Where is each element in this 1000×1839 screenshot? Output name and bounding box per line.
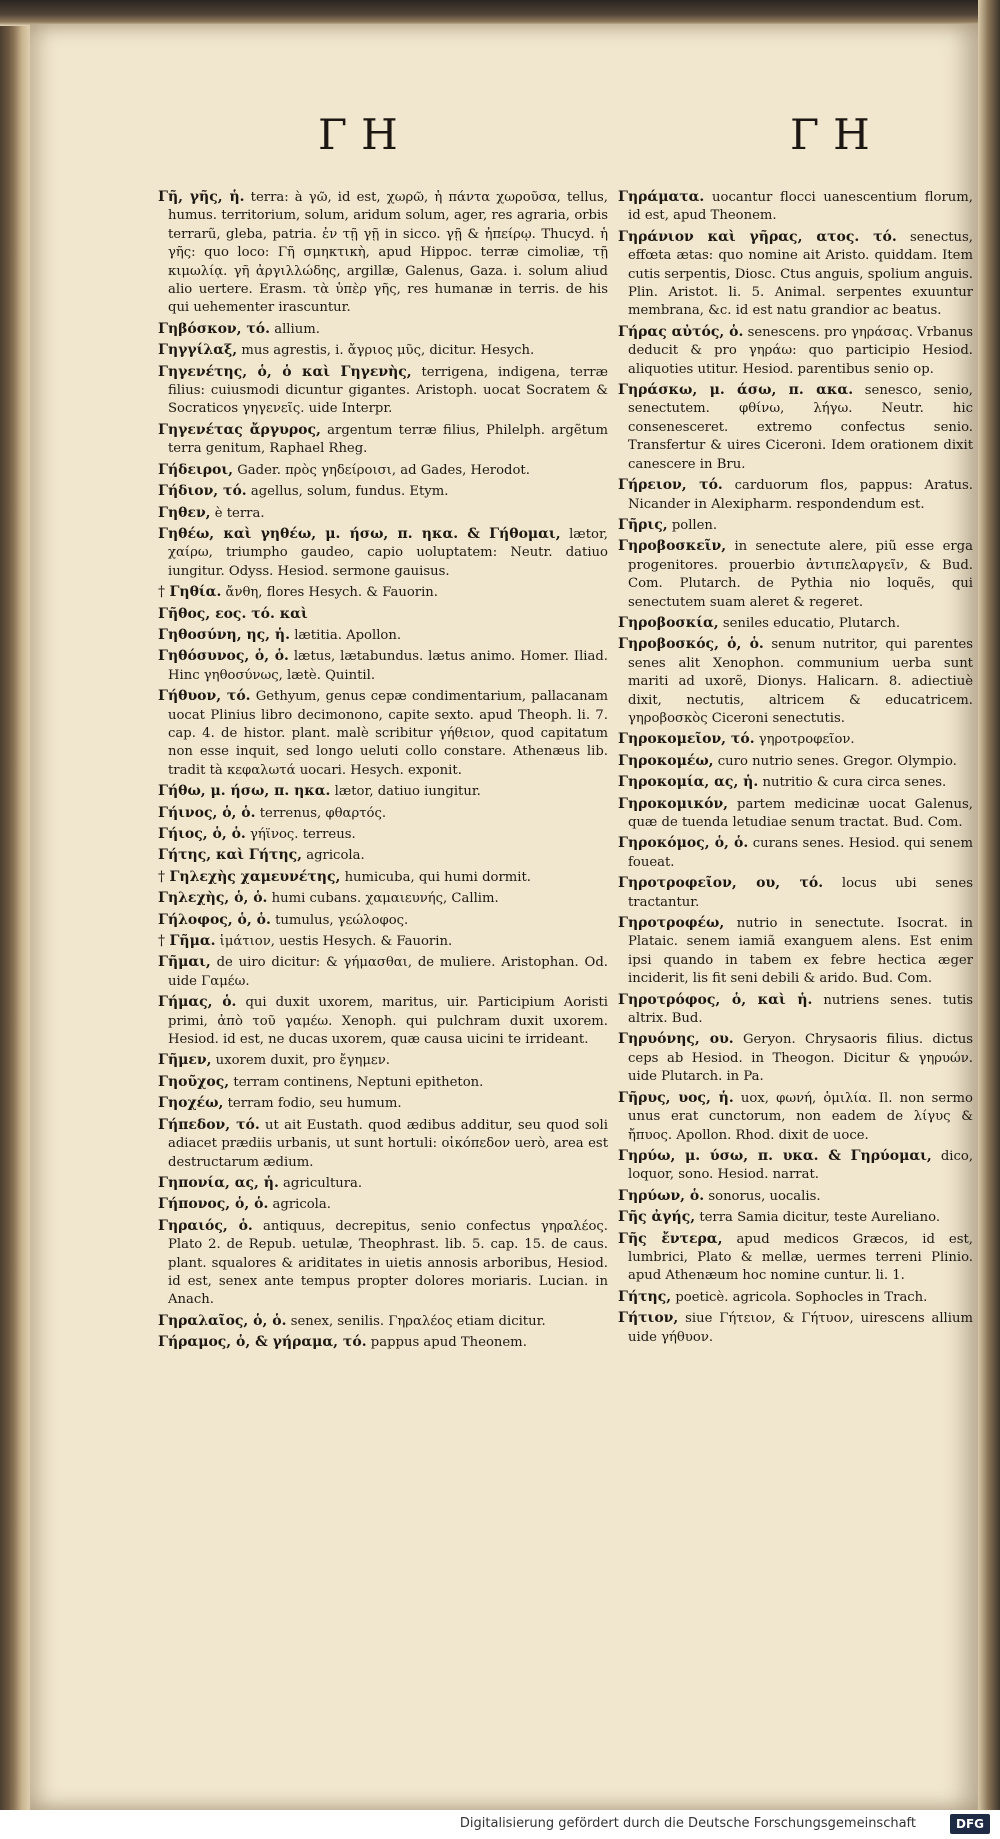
dictionary-entry [158, 188, 608, 318]
dictionary-entry [158, 482, 608, 501]
headword: † Γηλεχὴς χαμευνέτης, [158, 869, 340, 885]
definition: ἄνθη, flores Hesych. & Fauorin. [225, 585, 438, 601]
definition: Gader. πρὸς γηδείροισι, ad Gades, Herodot. [237, 462, 530, 478]
headword: Γῆρις, [618, 516, 668, 533]
headword: Γήδειροι, [158, 461, 234, 478]
definition: terrigena, indigena, terræ filius: cuiusmodi dicuntur gigantes. Aristoph. uocat Socratem & Socraticos γηγενεῖς. uide Interpr. [168, 364, 608, 417]
headword: Γήπονος, ὁ, ὁ. [158, 1196, 269, 1213]
headword: Γῆμαι, [158, 954, 211, 971]
dictionary-entry [618, 1208, 973, 1227]
headword: Γηροτροφεῖον, ου, τό. [618, 875, 824, 892]
headword: Γηροβοσκεῖν, [618, 538, 727, 555]
headword: Γήπεδον, τό. [158, 1116, 260, 1133]
dictionary-entry [158, 932, 608, 951]
dictionary-entry [158, 1094, 608, 1113]
headword: Γήραμος, ὁ, & γήραμα, τό. [158, 1334, 367, 1351]
dictionary-entry [158, 605, 608, 624]
headword: Γηρυόνης, ου. [618, 1031, 734, 1048]
headword: Γηπονία, ας, ἡ. [158, 1174, 279, 1191]
headword: Γηθοσύνη, ης, ἡ. [158, 626, 290, 643]
definition: terra Samia dicitur, teste Aureliano. [699, 1210, 941, 1226]
definition: pappus apud Theonem. [370, 1335, 527, 1351]
headword: Γηροτρόφος, ὁ, καὶ ἡ. [618, 991, 813, 1008]
definition: siue Γήτειον, & Γήτυον, uirescens allium uide γήθυον. [628, 1311, 973, 1345]
dictionary-entry [618, 188, 973, 226]
headword: Γήιος, ὁ, ὁ. [158, 826, 246, 842]
definition: partem medicinæ uocat Galenus, quæ de tuenda letudiae senum tractat. Bud. Com. [628, 796, 973, 830]
dictionary-entry [618, 1147, 973, 1185]
headword: Γηθόσυνος, ὁ, ὁ. [158, 648, 289, 665]
definition: senesco, senio, senectutem. φθίνω, λήγω. Neutr. hic consenesceret. extremo confectus senio. Transfertur & uires Ciceroni. Idem orationem dixit canescere in Bru. [628, 383, 973, 472]
dictionary-entry [158, 626, 608, 645]
definition: Gethyum, genus cepæ condimentarium, pallacanam uocat Plinius libro decimonono, capite sexto. apud Theoph. li. 7. cap. 4. de histor. plant. malè scribitur γήθειον, quod capitatum non esse inquit, sed longo ueluti collo constare. Athenæus lib. tradit tà κεφαλωτά uocari. Hesych. exponit. [168, 689, 608, 778]
dictionary-entry [158, 421, 608, 459]
definition: nutriens senes. tutis altrix. Bud. [628, 992, 973, 1027]
dictionary-entry [158, 1312, 608, 1331]
dictionary-entry [158, 804, 608, 823]
headword: Γηράσκω, μ. άσω, π. ακα. [618, 382, 854, 399]
headword: Γηγγίλαξ, [158, 342, 238, 359]
definition: locus ubi senes tractantur. [628, 876, 973, 910]
headword: Γηγενέτας ἄργυρος, [158, 421, 321, 438]
definition: poeticè. agricola. Sophocles in Trach. [675, 1289, 928, 1305]
running-head-left: ΓΗ [318, 110, 412, 159]
dictionary-entry [158, 320, 608, 339]
definition: agellus, solum, fundus. Etym. [250, 484, 449, 500]
headword: Γηράματα. [618, 189, 705, 205]
headword: Γηρύων, ὁ. [618, 1187, 705, 1204]
headword: Γηοῦχος, [158, 1073, 230, 1090]
dictionary-entry [158, 461, 608, 480]
dictionary-entry [158, 1116, 608, 1172]
definition: senescens. pro γηράσας. Vrbanus deducit & pro γηράω: quo participio Hesiod. aliquoties utitur. Hesiod. parentibus senio op. [628, 324, 973, 377]
headword: Γήτης, [618, 1288, 672, 1305]
definition: γήϊνος. terreus. [250, 827, 356, 842]
headword: Γῆς ἀγής, [618, 1209, 696, 1226]
dictionary-entry [618, 1030, 973, 1086]
dictionary-entry [618, 795, 973, 833]
definition: agricultura. [283, 1175, 363, 1191]
definition: è terra. [214, 505, 265, 521]
definition: humicuba, qui humi dormit. [344, 869, 531, 885]
headword: Γηροκομεῖον, τό. [618, 731, 755, 748]
dictionary-entry [618, 752, 973, 771]
definition: lætor, χαίρω, triumpho gaudeo, capio uoluptatem: Neutr. datiuo iungitur. Odyss. Hesiod. sermone gauisus. [168, 526, 608, 579]
dictionary-entry [618, 614, 973, 633]
definition: lætus, lætabundus. lætus animo. Homer. Iliad. Hinc γηθοσύνως, lætè. Quintil. [168, 649, 608, 683]
headword: Γηρύω, μ. ύσω, π. υκα. & Γηρύομαι, [618, 1147, 932, 1164]
dictionary-entry [158, 687, 608, 780]
headword: Γηροκόμος, ὁ, ὁ. [618, 835, 749, 852]
headword: Γῆρυς, υος, ἡ. [618, 1089, 734, 1106]
dictionary-entry [158, 1333, 608, 1352]
headword: Γήινος, ὁ, ὁ. [158, 804, 256, 821]
definition: lætitia. Apollon. [294, 627, 402, 643]
funding-note: Digitalisierung gefördert durch die Deutsche Forschungsgemeinschaft [459, 1816, 916, 1831]
dictionary-entry [618, 914, 973, 989]
dictionary-entry [158, 868, 608, 887]
definition: seniles educatio, Plutarch. [722, 615, 901, 631]
headword: † Γῆμα. [158, 933, 215, 949]
definition: ἱμάτιον, uestis Hesych. & Fauorin. [219, 934, 453, 950]
headword: Γῆς ἔντερα, [618, 1230, 723, 1247]
definition: terrenus, φθαρτός. [259, 805, 387, 821]
top-edge [0, 0, 1000, 26]
dictionary-entry [158, 583, 608, 602]
definition: terram fodio, seu humum. [227, 1096, 402, 1112]
definition: qui duxit uxorem, maritus, uir. Participium Aoristi primi, ἀπὸ τοῦ γαμέω. Xenoph. qui pulchram duxit uxorem. Hesiod. id est, ne ducas uxorem, quæ causa uicini te irrideant. [168, 995, 608, 1048]
definition: mus agrestis, i. ἄγριος μῦς, dicitur. Hesych. [241, 343, 535, 359]
definition: argentum terræ filius, Philelph. argẽtum terra genitum, Raphael Rheg. [168, 422, 608, 457]
dictionary-entry [618, 323, 973, 379]
definition: dico, loquor, sono. Hesiod. narrat. [628, 1148, 973, 1183]
definition: uocantur flocci uanescentium florum, id est, apud Theonem. [628, 190, 973, 224]
left-column [158, 188, 608, 1778]
dictionary-entry [158, 911, 608, 930]
headword: Γηροβοσκία, [618, 614, 719, 631]
dictionary-entry [618, 773, 973, 792]
definition: senum nutritor, qui parentes senes alit Xenophon. communium uerba sunt mariti ad uxorẽ, Dionys. Halicarn. 8. adiectiuè dixit, nectutis, altricem & educatricem. γηροβοσκὸς Ciceroni senectutis. [628, 637, 973, 726]
headword: † Γηθία. [158, 584, 221, 600]
definition: terram continens, Neptuni epitheton. [233, 1074, 484, 1090]
definition: lætor, datiuo iungitur. [334, 784, 481, 800]
headword: Γήθυον, τό. [158, 688, 251, 705]
dictionary-entry [618, 537, 973, 612]
headword: Γῆμεν, [158, 1052, 212, 1069]
dictionary-entry [618, 991, 973, 1029]
definition: pollen. [671, 517, 718, 533]
dictionary-entry [618, 516, 973, 535]
definition: senectus, effœta ætas: quo nomine ait Aristo. quiddam. Item cutis serpentis, Diosc. Ctus anguis, spolium anguis. Plin. Aristot. li. 5. Animal. serpentes exuuntur membrana, &c. id est natu grandior ac beatus. [628, 229, 973, 319]
definition: uxorem duxit, pro ἔγημεν. [215, 1053, 390, 1069]
dictionary-entry [158, 889, 608, 908]
definition: γηροτροφεῖον. [758, 732, 855, 748]
headword: Γηβόσκον, τό. [158, 320, 270, 337]
dictionary-entry [618, 476, 973, 514]
headword: Γηραιός, ὁ. [158, 1217, 253, 1234]
dictionary-entry [618, 228, 973, 321]
definition: curo nutrio senes. Gregor. Olympio. [717, 753, 957, 769]
definition: curans senes. Hesiod. qui senem foueat. [628, 836, 973, 870]
definition: Geryon. Chrysaoris filius. dictus ceps ab Hesiod. in Theogon. Dicitur & γηρυών. uide Plutarch. in Pa. [628, 1032, 973, 1085]
headword: Γῆθος, εος. τό. καὶ [158, 605, 308, 622]
definition: antiquus, decrepitus, senio confectus γηραλέος. Plato 2. de Repub. uetulæ, Theophrast. lib. 5. cap. 15. de caus. plant. squalores & ariditates in uietis annosis arboribus, Hesiod. id est, senex ante tempus propter dolores moriaris. Lucian. in Anach. [168, 1218, 608, 1308]
headword: Γήτης, καὶ Γήτης, [158, 847, 303, 864]
dictionary-entry [158, 953, 608, 991]
right-column [618, 188, 973, 1778]
headword: Γηθεν, [158, 504, 211, 521]
fore-edge [978, 0, 1000, 1839]
dictionary-entry [618, 1309, 973, 1347]
definition: allium. [274, 321, 320, 337]
headword: Γήδιον, τό. [158, 483, 247, 500]
dictionary-entry [618, 381, 973, 474]
dictionary-entry [618, 1187, 973, 1206]
dictionary-entry [158, 647, 608, 685]
running-head-right: ΓΗ [790, 110, 884, 159]
definition: uox, φωνή, ὁμιλία. Il. non sermo unus erat cunctorum, non eadem de λίγυς & ἤπυος. Apollon. Rhod. dixit de uoce. [628, 1090, 973, 1143]
definition: sonorus, uocalis. [708, 1188, 821, 1204]
definition: agricola. [272, 1197, 331, 1213]
headword: Γηθέω, καὶ γηθέω, μ. ήσω, π. ηκα. & Γήθομαι, [158, 525, 561, 542]
dictionary-entry [158, 1073, 608, 1092]
headword: Γηροκομέω, [618, 752, 714, 769]
dictionary-entry [158, 782, 608, 801]
headword: Γηράνιον καὶ γῆρας, ατος. τό. [618, 228, 897, 245]
headword: Γήτιον, [618, 1310, 679, 1327]
dictionary-entry [158, 363, 608, 419]
definition: ut ait Eustath. quod ædibus additur, seu quod soli adiacet prædiis urbanis, ut sunt hortuli: οἰκόπεδον uerò, area est destructarum ædium. [168, 1117, 608, 1170]
headword: Γηλεχὴς, ὁ, ὁ. [158, 890, 268, 907]
dictionary-entry [618, 730, 973, 749]
definition: in senectute alere, piũ esse erga progenitores. prouerbio ἀντιπελαργεῖν, & Bud. Com. Plutarch. de Pythia nio loquẽs, qui senectutem suam aleret & regeret. [628, 539, 973, 610]
dictionary-entry [158, 993, 608, 1049]
definition: terra: à γῶ, id est, χωρῶ, ἡ πάντα χωροῦσα, tellus, humus. territorium, solum, aridum solum, ager, res agraria, orbis terrarũ, gleba, patria. ἐν τῇ γῇ in sicco. γῇ & ἠπείρῳ. Thucyd. ἡ γῆς: quo loco: Γῆ σμηκτικὴ, apud Hippoc. terræ cimoliæ, τῇ κιμωλίᾳ. γῆ ἀργιλλώδης, argillæ, Galenus, Gaza. i. solum aliud alio uertere. Erasm. τὰ ὑπὲρ γῆς, res humanæ in terris. de his qui uehementer irascuntur. [168, 190, 608, 316]
headword: Γηγενέτης, ὁ, ὁ καὶ Γηγενὴς, [158, 363, 412, 380]
dictionary-entry [618, 635, 973, 728]
dictionary-entry [158, 504, 608, 523]
headword: Γήρειον, τό. [618, 477, 723, 494]
dictionary-entry [158, 525, 608, 581]
definition: carduorum flos, pappus: Aratus. Nicander in Alexipharm. respondendum est. [628, 478, 973, 512]
headword: Γῆ, γῆς, ἡ. [158, 189, 245, 205]
dictionary-entry [618, 874, 973, 912]
definition: humi cubans. χαμαιευνής, Callim. [271, 891, 499, 907]
definition: tumulus, γεώλοφος. [275, 912, 409, 928]
dictionary-entry [158, 1174, 608, 1193]
headword: Γήθω, μ. ήσω, π. ηκα. [158, 783, 331, 800]
dictionary-entry [158, 1217, 608, 1310]
dfg-logo: DFG [950, 1814, 990, 1834]
headword: Γηροκομία, ας, ἡ. [618, 774, 759, 791]
headword: Γηραλαῖος, ὁ, ὁ. [158, 1312, 287, 1329]
dictionary-entry [618, 1230, 973, 1286]
dictionary-entry [158, 1195, 608, 1214]
headword: Γήλοφος, ὁ, ὁ. [158, 911, 271, 928]
dictionary-entry [158, 846, 608, 865]
footer-bar [0, 1810, 1000, 1839]
headword: Γήμας, ὁ. [158, 994, 237, 1011]
definition: de uiro dicitur: & γήμασθαι, de muliere. Aristophan. Od. uide Γαμέω. [168, 955, 608, 989]
definition: agricola. [306, 848, 365, 864]
definition: apud medicos Græcos, id est, lumbrici, Plato & mellæ, uermes terreni Plinio. apud Athenæum hoc nomine cuntur. li. 1. [628, 1231, 973, 1284]
dictionary-entry [158, 341, 608, 360]
headword: Γηροβοσκός, ὁ, ὁ. [618, 636, 764, 653]
definition: senex, senilis. Γηραλέος etiam dicitur. [290, 1313, 546, 1329]
dictionary-entry [158, 825, 608, 844]
headword: Γηοχέω, [158, 1095, 224, 1112]
headword: Γηροκομικόν, [618, 795, 729, 812]
dictionary-entry [618, 834, 973, 872]
definition: nutrio in senectute. Isocrat. in Plataic. senem iamiã exanguem alens. Est enim ipsi quando in tabem ex febre hectica æger inciderit, lis fit seni debili & arido. Bud. Com. [628, 916, 973, 987]
headword: Γηροτροφέω, [618, 915, 725, 932]
dictionary-entry [618, 1089, 973, 1145]
dictionary-entry [618, 1288, 973, 1307]
headword: Γήρας αὐτός, ὁ. [618, 323, 744, 340]
dictionary-entry [158, 1051, 608, 1070]
definition: nutritio & cura circa senes. [762, 775, 947, 791]
